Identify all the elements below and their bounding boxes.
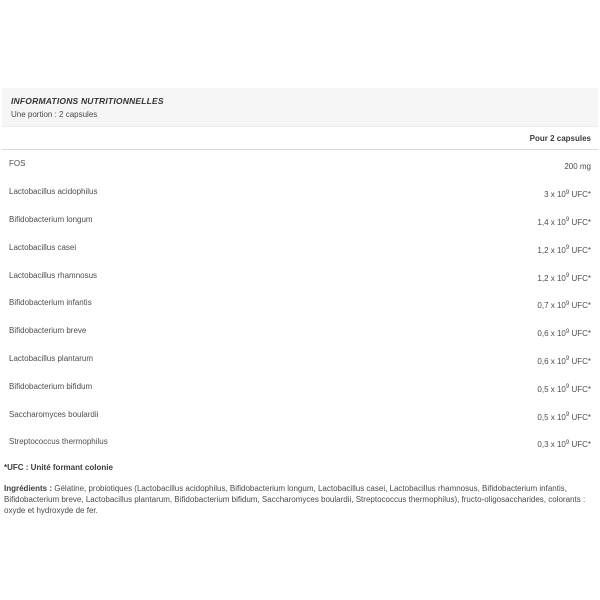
table-row xyxy=(2,206,598,234)
amount-exponent: 9 xyxy=(565,245,570,252)
amount-unit: UFC* xyxy=(569,329,591,339)
ingredient-name: Bifidobacterium bifidum xyxy=(9,381,93,391)
amount-base: 3 x 10 xyxy=(544,190,566,200)
ingredient-name: Bifidobacterium breve xyxy=(9,326,87,336)
amount-exponent: 9 xyxy=(565,273,570,280)
amount-exponent: 9 xyxy=(565,439,570,446)
amount-unit: UFC* xyxy=(569,384,591,394)
table-row xyxy=(2,289,598,317)
ingredient-amount xyxy=(537,440,591,449)
amount-unit: UFC* xyxy=(569,440,591,450)
ingredient-amount xyxy=(537,246,591,255)
ingredient-name: Lactobacillus rhamnosus xyxy=(9,270,98,280)
amount-exponent: 9 xyxy=(565,384,570,391)
amount-unit: UFC* xyxy=(569,412,591,422)
ingredient-amount xyxy=(537,329,591,338)
table-row xyxy=(2,400,598,428)
ingredient-name: Bifidobacterium longum xyxy=(9,214,93,224)
ingredient-amount xyxy=(537,357,591,366)
amount-unit: UFC* xyxy=(569,190,591,200)
table-row xyxy=(2,428,598,456)
amount-unit: UFC* xyxy=(569,245,591,255)
amount-base: 0,7 x 10 xyxy=(537,301,566,311)
amount-exponent: 9 xyxy=(565,189,570,196)
table-row xyxy=(2,372,598,400)
amount-base: 0,6 x 10 xyxy=(537,329,566,339)
ingredient-amount xyxy=(564,162,591,171)
amount-base: 1,2 x 10 xyxy=(537,245,566,255)
ingredients-paragraph xyxy=(4,483,596,516)
ingredient-name: FOS xyxy=(9,159,26,169)
nutrition-title: INFORMATIONS NUTRITIONNELLES xyxy=(11,96,164,106)
amount-base: 200 mg xyxy=(564,162,591,172)
per-serving-column-header: Pour 2 capsules xyxy=(529,133,591,143)
table-row xyxy=(2,345,598,373)
amount-base: 1,4 x 10 xyxy=(537,217,566,227)
ingredient-name: Lactobacillus casei xyxy=(9,242,77,252)
table-row xyxy=(2,150,598,178)
amount-base: 0,5 x 10 xyxy=(537,412,566,422)
ingredient-name: Streptococcus thermophilus xyxy=(9,437,108,447)
amount-unit: UFC* xyxy=(569,273,591,283)
nutrition-header-panel xyxy=(2,88,598,127)
ingredient-amount xyxy=(537,413,591,422)
amount-exponent: 9 xyxy=(565,300,570,307)
nutrition-table-body xyxy=(2,150,598,456)
amount-base: 1,2 x 10 xyxy=(537,273,566,283)
ingredient-amount xyxy=(537,274,591,283)
amount-base: 0,5 x 10 xyxy=(537,384,566,394)
table-column-header-row xyxy=(2,127,598,150)
ingredient-amount xyxy=(537,218,591,227)
table-row xyxy=(2,261,598,289)
amount-exponent: 9 xyxy=(565,217,570,224)
table-row xyxy=(2,317,598,345)
amount-exponent: 9 xyxy=(565,356,570,363)
amount-exponent: 9 xyxy=(565,328,570,335)
ingredient-amount xyxy=(537,385,591,394)
ingredient-amount xyxy=(537,301,591,310)
amount-unit: UFC* xyxy=(569,217,591,227)
ingredient-name: Saccharomyces boulardii xyxy=(9,409,99,419)
serving-size-text: Une portion : 2 capsules xyxy=(11,110,98,119)
amount-exponent: 9 xyxy=(565,412,570,419)
table-row xyxy=(2,233,598,261)
ingredients-label: Ingrédients : xyxy=(4,483,53,493)
amount-unit: UFC* xyxy=(569,356,591,366)
amount-base: 0,3 x 10 xyxy=(537,440,566,450)
ingredient-name: Lactobacillus plantarum xyxy=(9,353,94,363)
table-row xyxy=(2,178,598,206)
ingredient-name: Bifidobacterium infantis xyxy=(9,298,92,308)
ufc-footnote: *UFC : Unité formant colonie xyxy=(4,462,113,472)
ingredient-amount xyxy=(544,190,591,199)
nutrition-facts-sheet xyxy=(0,88,600,600)
ingredient-name: Lactobacillus acidophilus xyxy=(9,187,98,197)
amount-base: 0,6 x 10 xyxy=(537,356,566,366)
amount-unit: UFC* xyxy=(569,301,591,311)
ingredients-text: Gélatine, probiotiques (Lactobacillus acidophilus, Bifidobacterium longum, Lactobacillus casei, Lactobacillus rhamnosus, Bifidobacterium infantis, Bifidobacterium breve, Lactobacillus plantarum, Bifidobacterium bifidum, Saccharomyces boulardii, Streptococcus thermophilus), fructo-oligosaccharides, colorants : oxyde et hydroxyde de fer. xyxy=(4,483,586,515)
